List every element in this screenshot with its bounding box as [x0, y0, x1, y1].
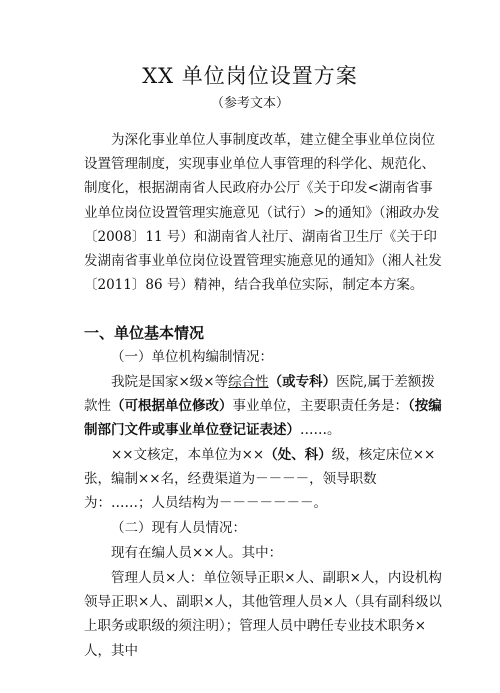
bold-note: （处、科） — [264, 447, 332, 463]
subsection-2-heading: （二）现有人员情况： — [111, 520, 246, 536]
subsection-1-paragraph-2: ××文核定，本单位为××（处、科）级，核定床位××张，编制××名，经费渠道为－－－－，领导职数为：……；人员结构为－－－－－－－。 — [84, 447, 436, 512]
bold-note: （或专科） — [268, 374, 337, 390]
document-title: XX 单位岗位设置方案 — [142, 64, 358, 88]
section-1-heading: 一、单位基本情况 — [84, 324, 205, 342]
text-segment: 医院,属于差额拨款性 — [84, 374, 435, 415]
subsection-1-heading: （一）单位机构编制情况： — [111, 349, 273, 365]
intro-paragraph: 为深化事业单位人事制度改革，建立健全事业单位岗位设置管理制度，实现事业单位人事管理的科学化、规范化、制度化，根据湖南省人民政府办公厅《关于印发<湖南省事业单位岗位设置管理实施意见（试行）>的通知》（湘政办发〔2008〕11 号）和湖南省人社厅、湖南省卫生厅《关于印发湖南省事业单位岗位设置管理实施意见的通知》（湘人社发〔2011〕86 号）精神，结合我单位实际，制定本方案。 — [84, 132, 442, 294]
text-segment: 我院是国家×级×等 — [111, 374, 229, 390]
subsection-1-paragraph-1 — [84, 370, 444, 443]
bold-note: （可根据单位修改） — [111, 398, 233, 415]
bold-note: （按编制部门文件或事业单位登记证表述） — [84, 398, 442, 439]
subsection-2-paragraph-1: 现有在编人员××人。其中： — [111, 545, 283, 561]
text-segment: ……。 — [300, 422, 341, 439]
underlined-term: 综合性 — [228, 374, 269, 390]
text-segment: 事业单位，主要职责任务是： — [232, 398, 408, 415]
document-subtitle: （参考文本） — [210, 96, 289, 111]
subsection-2-paragraph-2: 管理人员×人：单位领导正职×人、副职×人，内设机构领导正职×人、副职×人，其他管理人员×人（具有副科级以上职务或职级的须注明）；管理人员中聘任专业技术职务×人，其中 — [84, 570, 442, 659]
